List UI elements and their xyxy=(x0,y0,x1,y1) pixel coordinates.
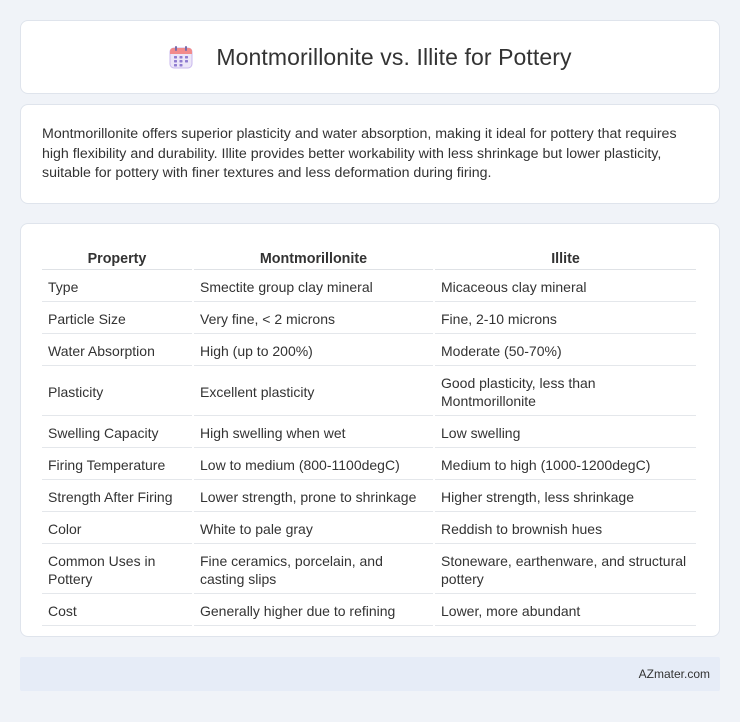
property-cell: Particle Size xyxy=(42,304,192,334)
header-illite: Illite xyxy=(435,245,696,270)
illite-cell: Low swelling xyxy=(435,418,696,448)
header-montmorillonite: Montmorillonite xyxy=(194,245,433,270)
illite-cell: Higher strength, less shrinkage xyxy=(435,482,696,512)
header-property: Property xyxy=(42,245,192,270)
footer xyxy=(20,657,720,691)
montmorillonite-cell: Excellent plasticity xyxy=(194,368,433,416)
montmorillonite-cell: Very fine, < 2 microns xyxy=(194,304,433,334)
table-header-row xyxy=(42,245,696,270)
footer-brand[interactable]: AZmater.com xyxy=(638,667,710,681)
montmorillonite-cell: Fine ceramics, porcelain, and casting slips xyxy=(194,546,433,594)
page-title: Montmorillonite vs. Illite for Pottery xyxy=(216,43,572,70)
property-cell: Plasticity xyxy=(42,368,192,416)
table-row xyxy=(42,596,696,626)
table-row xyxy=(42,514,696,544)
table-row xyxy=(42,368,696,416)
illite-cell: Micaceous clay mineral xyxy=(435,272,696,302)
illite-cell: Medium to high (1000-1200degC) xyxy=(435,450,696,480)
comparison-table xyxy=(40,243,698,628)
illite-cell: Moderate (50-70%) xyxy=(435,336,696,366)
calendar-icon xyxy=(168,44,194,70)
comparison-table-card xyxy=(20,223,720,637)
montmorillonite-cell: White to pale gray xyxy=(194,514,433,544)
property-cell: Firing Temperature xyxy=(42,450,192,480)
table-row xyxy=(42,336,696,366)
property-cell: Swelling Capacity xyxy=(42,418,192,448)
summary-text: Montmorillonite offers superior plasticity and water absorption, making it ideal for pottery that requires high flexibility and durability. Illite provides better workability with less shrinkage but lower plasticity, suitable for pottery with finer textures and less deformation during firing. xyxy=(42,126,677,181)
table-row xyxy=(42,304,696,334)
table-row xyxy=(42,450,696,480)
property-cell: Strength After Firing xyxy=(42,482,192,512)
table-row xyxy=(42,546,696,594)
montmorillonite-cell: High (up to 200%) xyxy=(194,336,433,366)
summary-card xyxy=(20,104,720,204)
property-cell: Water Absorption xyxy=(42,336,192,366)
illite-cell: Fine, 2-10 microns xyxy=(435,304,696,334)
illite-cell: Reddish to brownish hues xyxy=(435,514,696,544)
montmorillonite-cell: Lower strength, prone to shrinkage xyxy=(194,482,433,512)
montmorillonite-cell: High swelling when wet xyxy=(194,418,433,448)
table-row xyxy=(42,482,696,512)
illite-cell: Lower, more abundant xyxy=(435,596,696,626)
illite-cell: Stoneware, earthenware, and structural pottery xyxy=(435,546,696,594)
montmorillonite-cell: Smectite group clay mineral xyxy=(194,272,433,302)
illite-cell: Good plasticity, less than Montmorillonite xyxy=(435,368,696,416)
property-cell: Cost xyxy=(42,596,192,626)
table-row xyxy=(42,418,696,448)
montmorillonite-cell: Generally higher due to refining xyxy=(194,596,433,626)
property-cell: Type xyxy=(42,272,192,302)
title-card xyxy=(20,20,720,94)
table-row xyxy=(42,272,696,302)
property-cell: Common Uses in Pottery xyxy=(42,546,192,594)
property-cell: Color xyxy=(42,514,192,544)
montmorillonite-cell: Low to medium (800-1100degC) xyxy=(194,450,433,480)
